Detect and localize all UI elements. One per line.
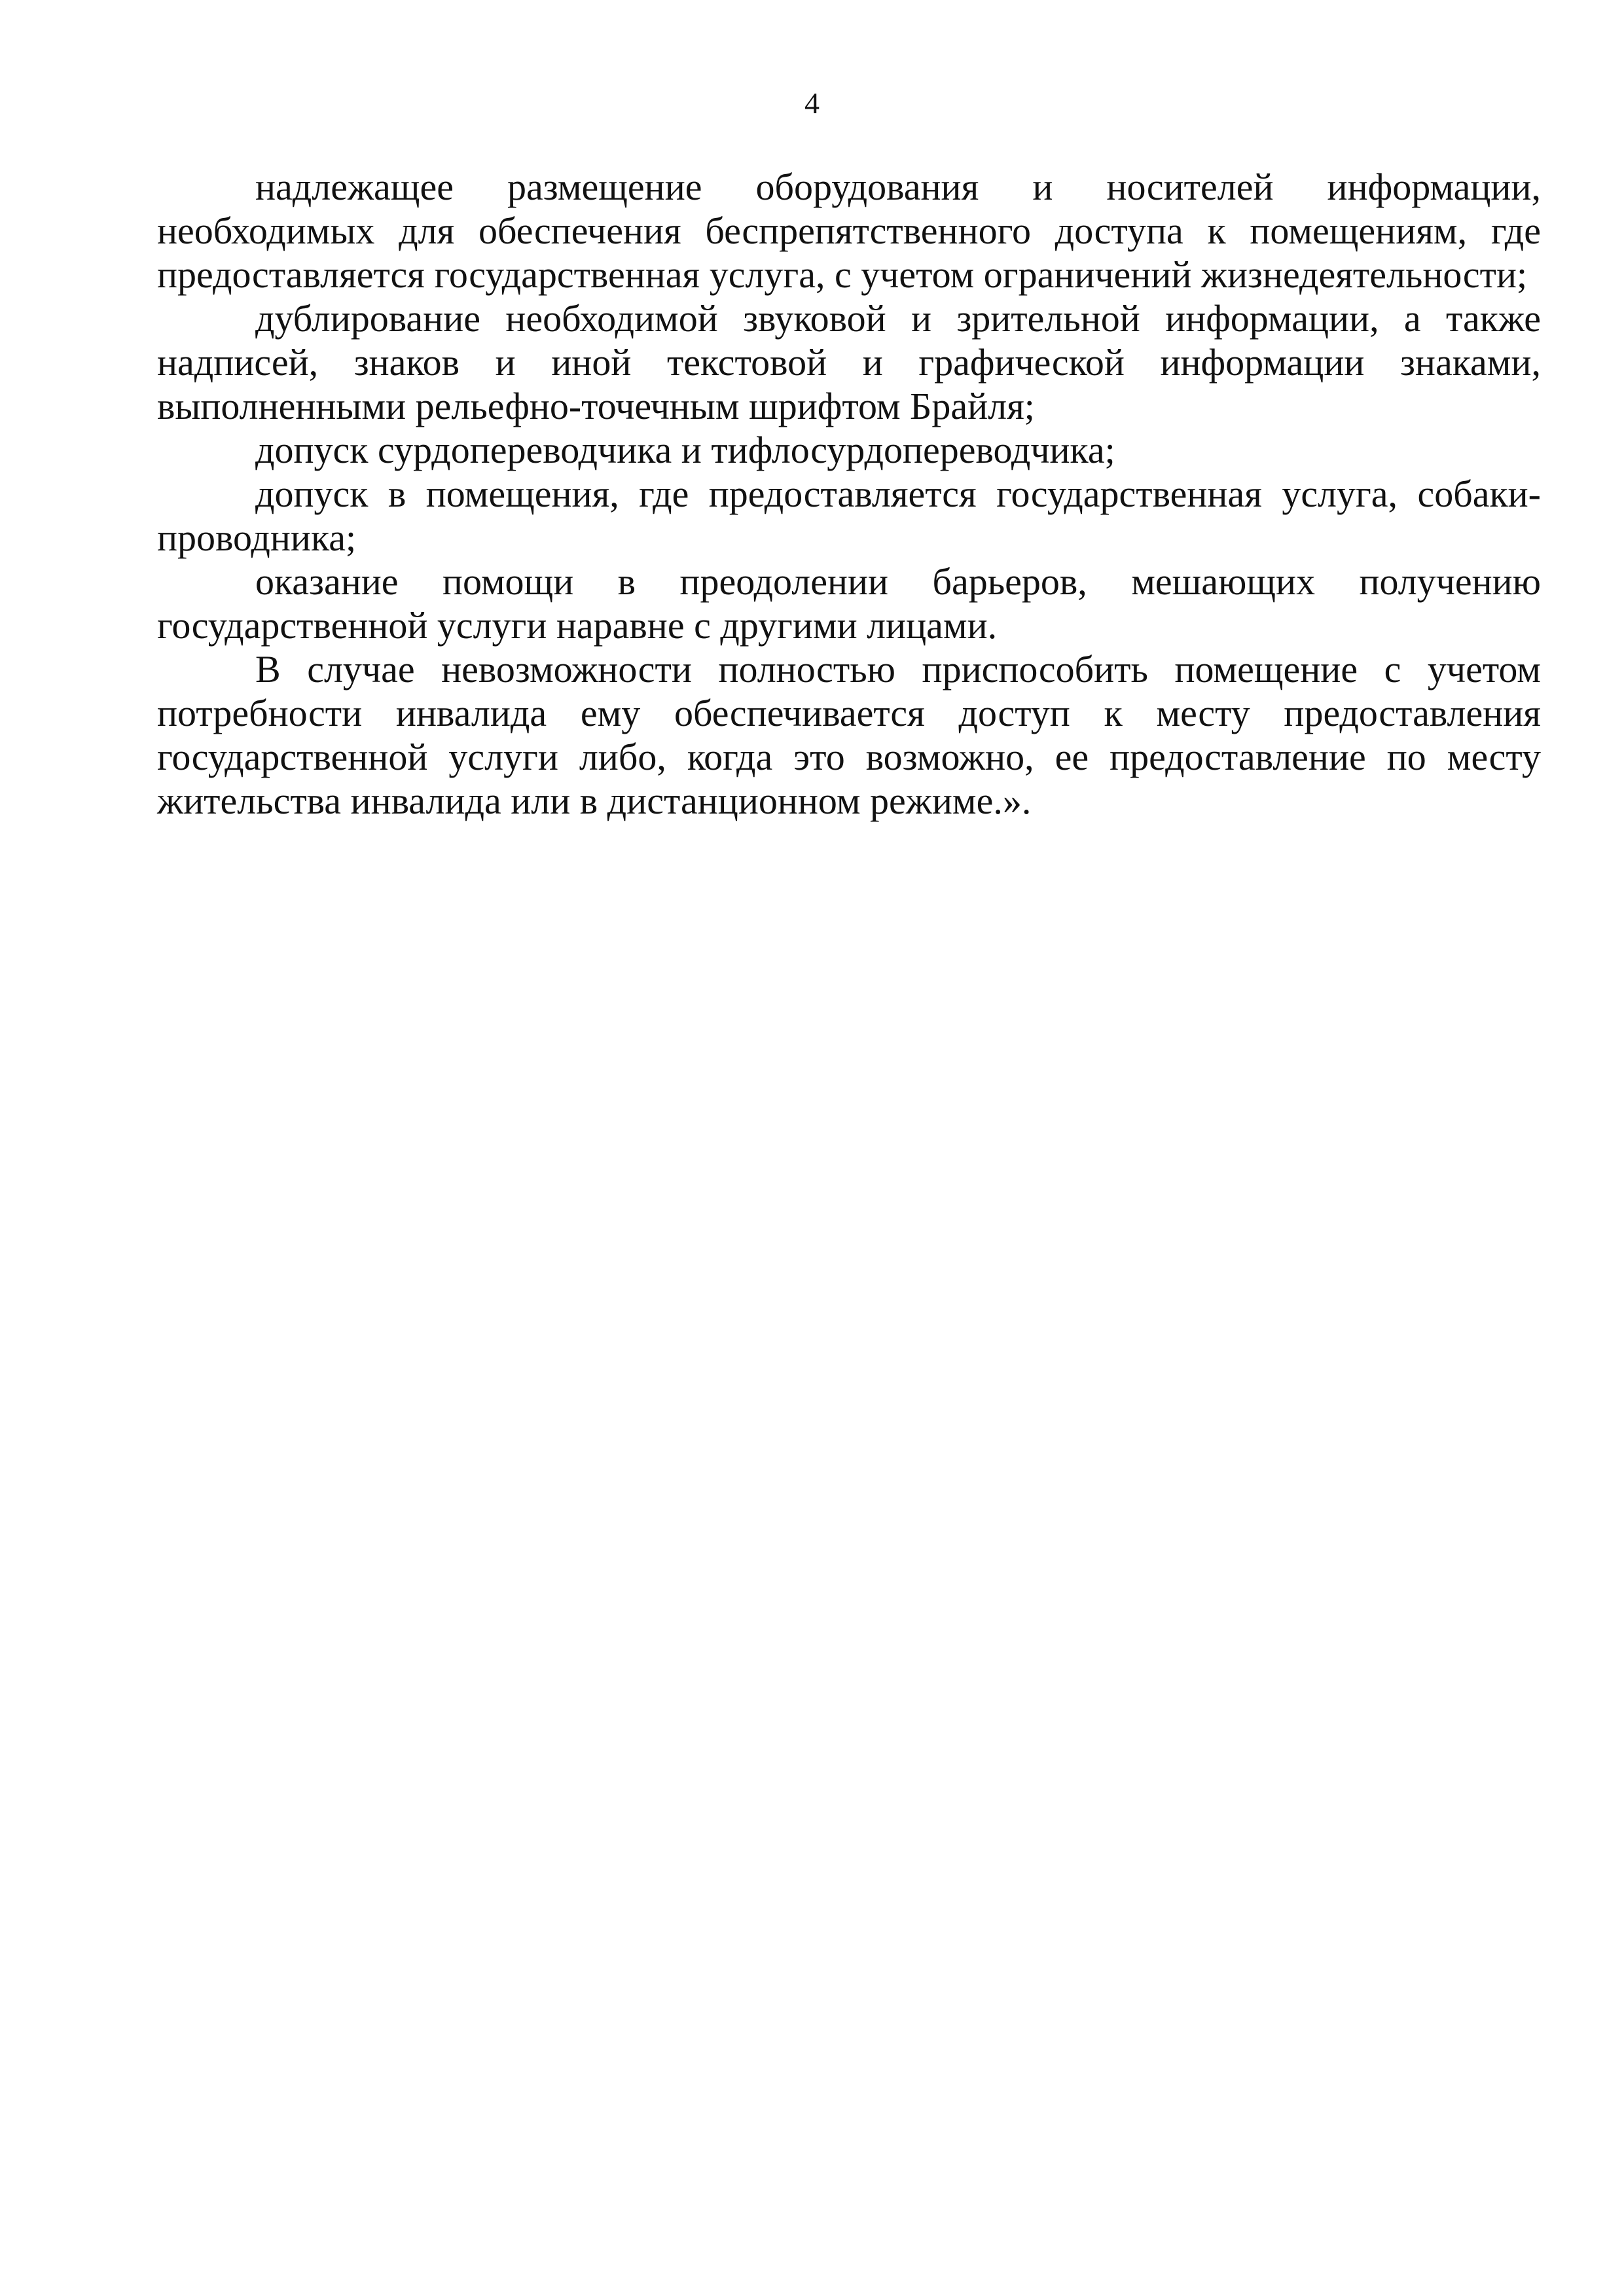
paragraph-braille-duplication: дублирование необходимой звуковой и зрительной информации, а также надписей, знаков и иной текстовой и графической информации знаками, выполненными рельефно-точечным шрифтом Брайля; [157, 297, 1541, 427]
paragraph-guide-dog-access: допуск в помещения, где предоставляется государственная услуга, собаки-проводника; [157, 473, 1541, 559]
paragraph-equipment-placement: надлежащее размещение оборудования и носителей информации, необходимых для обеспечения беспрепятственного доступа к помещениям, где предоставляется государственная услуга, с учетом ограничений жизнедеятельности; [157, 166, 1541, 296]
paragraph-alternative-access: В случае невозможности полностью приспособить помещение с учетом потребности инвалида ему обеспечивается доступ к месту предоставления государственной услуги либо, когда это возможно, ее предоставление по месту жительства инвалида или в дистанционном режиме.». [157, 648, 1541, 822]
page-number: 4 [804, 86, 820, 120]
paragraph-barrier-assistance: оказание помощи в преодолении барьеров, мешающих получению государственной услуги наравне с другими лицами. [157, 560, 1541, 647]
document-body [157, 165, 1541, 823]
paragraph-interpreter-access: допуск сурдопереводчика и тифлосурдопереводчика; [255, 429, 1115, 471]
